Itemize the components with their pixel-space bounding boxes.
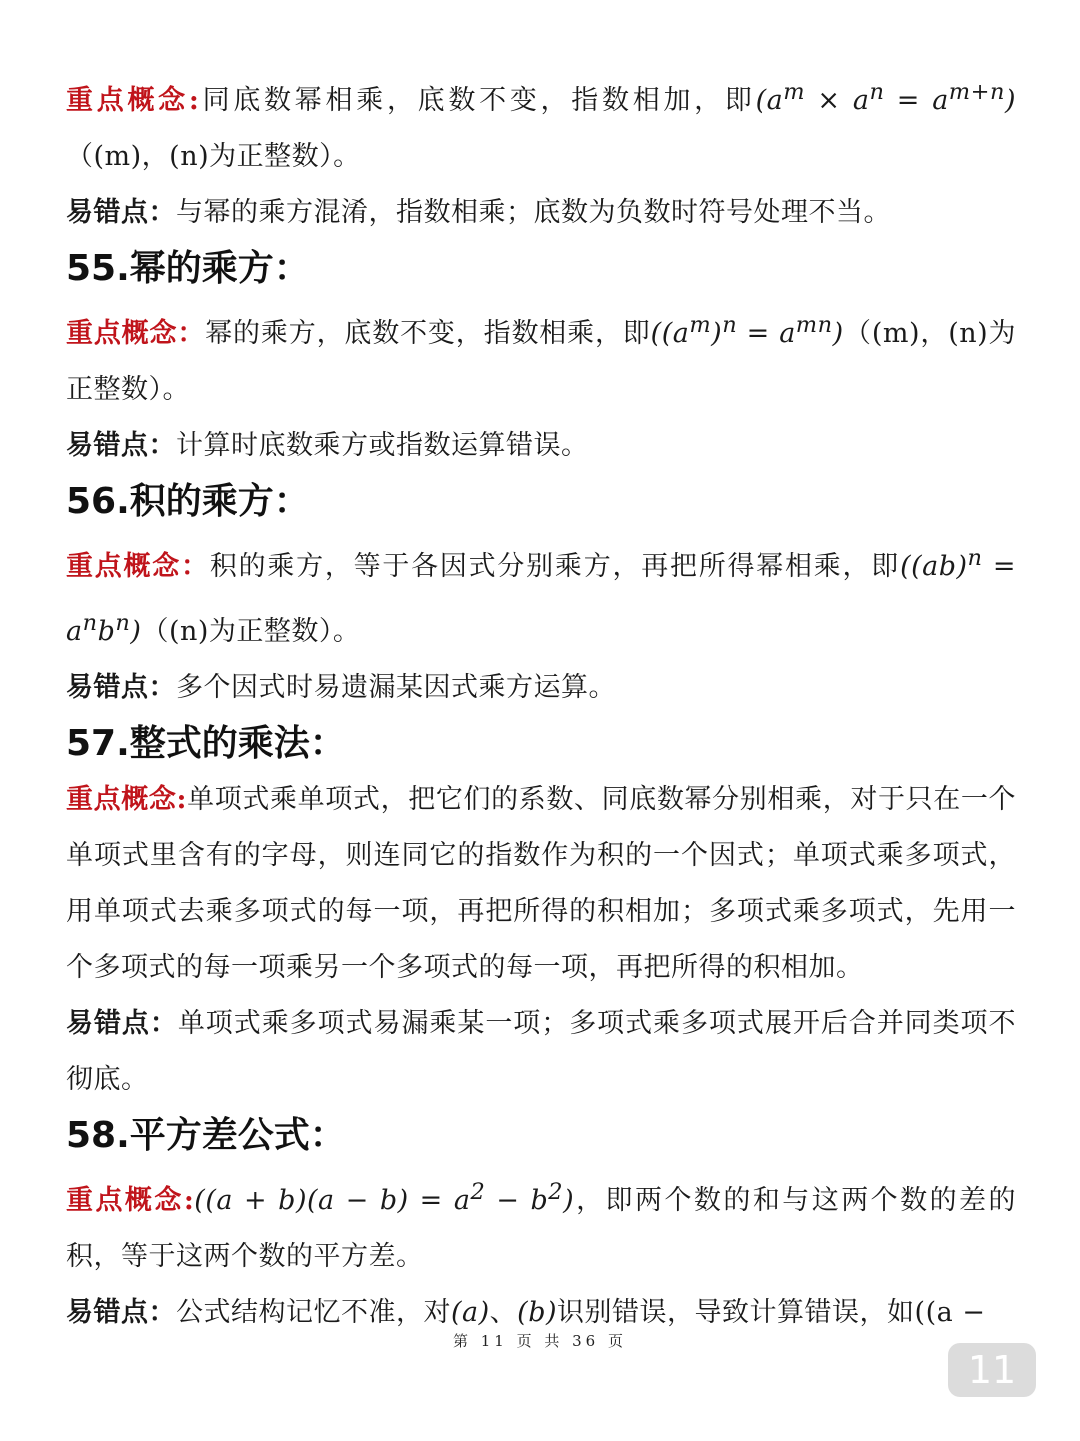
key-concept-text: ，即两个数的和与这两个数的差的积，等于这两个数的平方差。 [66,1185,1016,1272]
formula: $((ab)^n = a^nb^n)$ [66,545,1017,647]
document-page [66,64,1016,1341]
key-concept-condition: （(m)，(n)为正整数）。 [66,141,361,172]
key-concept-54 [66,64,1016,185]
mistake-56 [66,660,1016,716]
separator: 、 [489,1297,518,1328]
mistake-54 [66,185,1016,241]
formula: $((a + b)(a - b) = a^2 - b^2)$ [194,1179,575,1216]
section-heading-56: 56.积的乘方： [66,481,310,522]
key-concept-label: 重点概念: [66,85,200,116]
mistake-text-cont: 识别错误，导致计算错误，如((a − [557,1297,986,1328]
key-concept-label: 重点概念： [66,318,206,349]
page-number-badge: 11 [948,1343,1036,1397]
section-heading-55: 55.幂的乘方： [66,248,310,289]
mistake-label: 易错点： [66,672,176,703]
mistake-text: 计算时底数乘方或指数运算错误。 [176,430,589,461]
mistake-57 [66,996,1016,1108]
key-concept-58 [66,1164,1016,1285]
mistake-55 [66,418,1016,474]
key-concept-condition: （(m)，(n)为正整数）。 [66,318,1017,405]
mistake-text: 公式结构记忆不准，对 [176,1297,451,1328]
key-concept-57 [66,772,1016,996]
key-concept-text: 同底数幂相乘，底数不变，指数相加，即 [199,85,756,116]
mistake-label: 易错点： [66,1297,176,1328]
key-concept-text: 积的乘方，等于各因式分别乘方，再把所得幂相乘，即 [209,551,901,582]
key-concept-56 [66,530,1016,660]
key-concept-text: 幂的乘方，底数不变，指数相乘，即 [205,318,651,349]
formula: $(a^m \times a^n = a^{m+n})$ [755,79,1017,116]
section-heading-58: 58.平方差公式： [66,1115,346,1156]
key-concept-label: 重点概念: [66,784,187,815]
key-concept-condition: （(n)为正整数）。 [141,616,361,647]
key-concept-55 [66,297,1016,418]
formula: $((a^m)^n = a^{mn})$ [650,312,844,349]
math-b: (b) [517,1297,558,1328]
mistake-text: 与幂的乘方混淆，指数相乘；底数为负数时符号处理不当。 [176,197,891,228]
section-heading-57: 57.整式的乘法： [66,723,346,764]
math-a: (a) [451,1297,490,1328]
mistake-label: 易错点： [66,1008,178,1039]
key-concept-text: 单项式乘单项式，把它们的系数、同底数幂分别相乘，对于只在一个单项式里含有的字母，则连同它的指数作为积的一个因式；单项式乘多项式，用单项式去乘多项式的每一项，再把所得的积相加；多项式乘多项式，先用一个多项式的每一项乘另一个多项式的每一项，再把所得的积相加。 [66,784,1016,983]
mistake-text: 单项式乘多项式易漏乘某一项；多项式乘多项式展开后合并同类项不彻底。 [66,1008,1017,1095]
mistake-label: 易错点： [66,197,176,228]
page-footer: 第 11 页 共 36 页 [452,1332,627,1350]
mistake-label: 易错点： [66,430,176,461]
key-concept-label: 重点概念： [66,551,210,582]
mistake-text: 多个因式时易遗漏某因式乘方运算。 [176,672,616,703]
key-concept-label: 重点概念: [66,1185,195,1216]
